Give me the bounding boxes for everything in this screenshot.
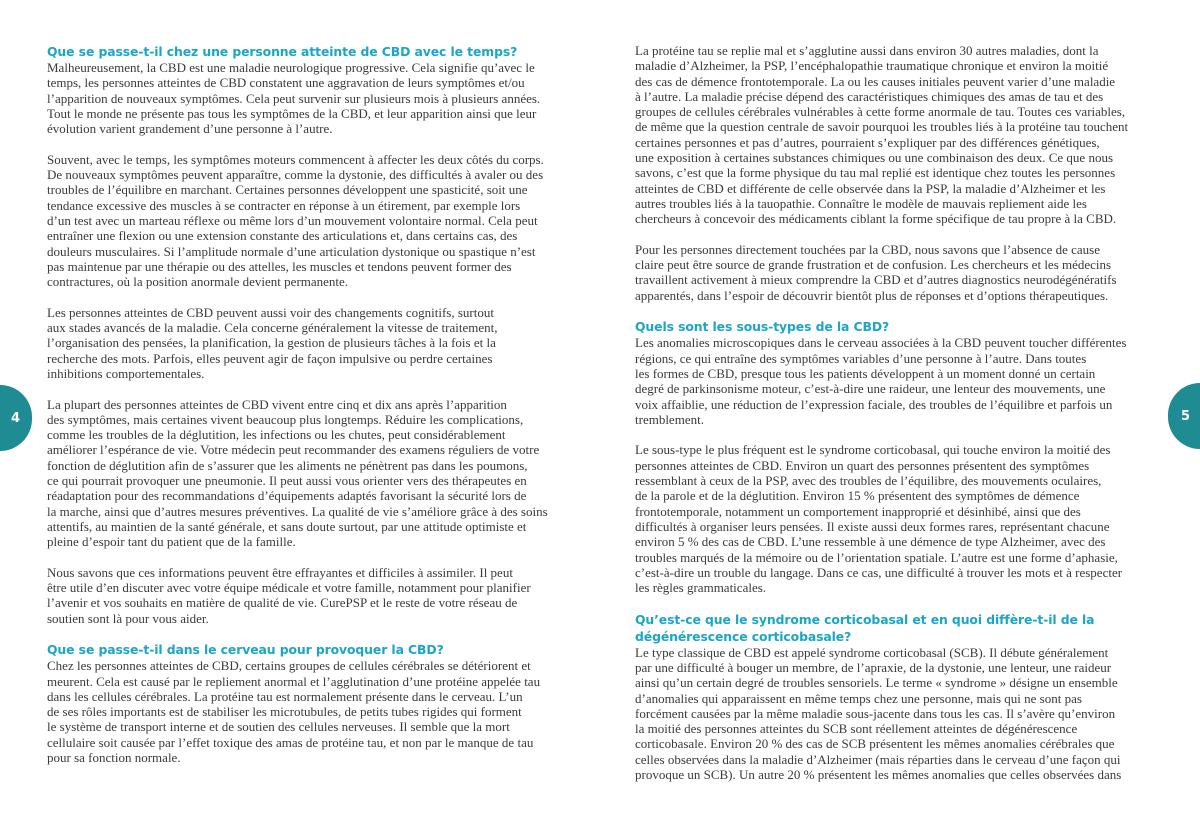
text-line: pleine d’espoir tant du patient que de la famille. <box>47 534 296 550</box>
text-line: personnes atteintes de CBD. Environ un quart des personnes présentent des symptômes <box>635 457 1090 473</box>
section-heading <box>635 318 1165 335</box>
text-line: d’un test avec un marteau réflexe ou même lors d’un mouvement volontaire normal. Cela peut <box>47 212 538 228</box>
text-line: environ 5 % des cas de CBD. L’une ressemble à une démence de type Alzheimer, avec des <box>635 534 1106 550</box>
text-line: frontotemporale, notamment un comportement inapproprié et désinhibé, ainsi que des <box>635 503 1081 519</box>
body-paragraph <box>47 658 577 765</box>
text-line: autres troubles liés à la tauopathie. Connaître le modèle de mauvais repliement aide les <box>635 195 1087 211</box>
text-line: dans les cellules cérébrales. La protéine tau est normalement présente dans le cerveau. L’un <box>47 688 523 704</box>
text-line: Qu’est-ce que le syndrome corticobasal et en quoi diffère-t-il de la <box>635 611 1095 627</box>
text-line: Malheureusement, la CBD est une maladie neurologique progressive. Cela signifie qu’avec le <box>47 60 535 75</box>
text-line: Nous savons que ces informations peuvent être effrayantes et difficiles à assimiler. Il peut <box>47 564 513 580</box>
text-line: l’organisation des pensées, la planification, la gestion de plusieurs tâches à la fois et la <box>47 335 496 351</box>
body-paragraph <box>47 565 577 626</box>
text-line: Le type classique de CBD est appelé syndrome corticobasal (SCB). Il débute généralement <box>635 644 1109 660</box>
body-paragraph <box>635 242 1165 303</box>
text-line: des symptômes, mais certaines vivent beaucoup plus longtemps. Réduire les complications, <box>47 411 524 427</box>
text-line: régions, ce qui entraîne des symptômes variables d’une personne à l’autre. Dans toutes <box>635 350 1087 366</box>
text-line: évolution varient grandement d’une personne à l’autre. <box>47 121 333 137</box>
body-paragraph <box>635 335 1165 427</box>
text-line: corticobasale. Environ 20 % des cas de SCB présentent les mêmes anomalies cérébrales que <box>635 736 1115 752</box>
text-line: provoque un SCB). Un autre 20 % présentent les mêmes anomalies que celles observées dans <box>635 767 1122 783</box>
text-line: le système de transport interne et de soutien des cellules nerveuses. Il semble que la mort <box>47 719 510 735</box>
text-line: difficultés à organiser leurs pensées. Il existe aussi deux formes rares, représentant chacune <box>635 518 1110 534</box>
text-line: les règles grammaticales. <box>635 580 767 596</box>
text-line: c’est-à-dire un trouble du langage. Dans ce cas, une difficulté à trouver les mots et à respecter <box>635 564 1123 580</box>
page-number-tab-left <box>0 385 32 451</box>
text-line: apparentés, dans l’espoir de découvrir bientôt plus de réponses et d’options thérapeutiques. <box>635 287 1109 303</box>
text-line: inhibitions comportementales. <box>47 365 205 381</box>
text-line: troubles marqués de la mémoire ou de l’orientation spatiale. L’autre est une forme d’aphasie, <box>635 549 1118 565</box>
text-line: savons, c’est que la forme physique du tau mal replié est identique chez toutes les personnes <box>635 165 1116 181</box>
text-line: La protéine tau se replie mal et s’agglutine aussi dans environ 30 autres maladies, dont la <box>635 43 1099 58</box>
text-line: pas maintenue par une thérapie ou des attelles, les muscles et tendons peuvent former des <box>47 258 512 274</box>
text-line: La plupart des personnes atteintes de CBD vivent entre cinq et dix ans après l’apparition <box>47 396 507 412</box>
body-paragraph <box>47 60 577 136</box>
text-line: Tout le monde ne présente pas tous les symptômes de la CBD, et leur apparition ainsi que leur <box>47 105 537 121</box>
text-line: améliorer l’espérance de vie. Votre médecin peut recommander des examens réguliers de votre <box>47 442 540 458</box>
body-paragraph <box>635 442 1165 595</box>
body-paragraph <box>635 645 1165 783</box>
left-page-column <box>47 43 577 781</box>
text-line: Que se passe-t-il chez une personne atteinte de CBD avec le temps? <box>47 44 518 59</box>
text-line: à l’autre. La maladie précise dépend des caractéristiques chimiques des amas de tau et des <box>635 88 1104 104</box>
text-line: Quels sont les sous-types de la CBD? <box>635 319 890 335</box>
text-line: De nouveaux symptômes peuvent apparaître, comme la dystonie, des difficultés à avaler ou des <box>47 167 544 183</box>
text-line: soutien sont là pour vous aider. <box>47 610 209 626</box>
text-line: pour sa fonction normale. <box>47 750 181 766</box>
text-line: la marche, ainsi que d’autres mesures préventives. La qualité de vie s’améliore grâce à des soins <box>47 503 548 519</box>
page-number: 5 <box>1180 408 1190 424</box>
text-line: l’apparition de nouveaux symptômes. Cela peut survenir sur plusieurs mois à plusieurs années. <box>47 90 541 106</box>
text-line: ainsi qu’un certain degré de troubles sensoriels. Le terme « syndrome » désigne un ensemble <box>635 675 1118 691</box>
text-line: forcément causées par la même maladie sous-jacente dans tous les cas. Il s’avère qu’environ <box>635 705 1116 721</box>
section-heading <box>635 611 1165 645</box>
text-line: dégénérescence corticobasale? <box>635 628 852 644</box>
text-line: ce qui pourrait provoquer une pneumonie. Il peut aussi vous orienter vers des thérapeutes en <box>47 473 527 489</box>
text-line: de la parole et de la déglutition. Environ 15 % présentent des symptômes de démence <box>635 488 1080 504</box>
text-line: ressemblant à ceux de la PSP, avec des troubles de l’équilibre, des mouvements oculaires, <box>635 473 1102 489</box>
text-line: douleurs musculaires. Si l’amplitude normale d’une articulation dystonique ou spastique n’est <box>47 243 536 259</box>
text-line: chercheurs à concevoir des médicaments ciblant la forme spécifique de tau propre à la CBD. <box>635 211 1117 227</box>
text-line: être utile d’en discuter avec votre équipe médicale et votre famille, notamment pour planifier <box>47 580 531 596</box>
text-line: entraîner une flexion ou une extension constante des articulations et, dans certains cas, des <box>47 228 518 244</box>
text-line: aux stades avancés de la maladie. Cela concerne généralement la vitesse de traitement, <box>47 320 498 336</box>
text-line: attentifs, au maintien de la santé générale, et sans doute surtout, par une attitude optimiste et <box>47 518 527 534</box>
text-line: tremblement. <box>635 411 704 427</box>
text-line: de ses rôles importants est de stabiliser les microtubules, de petits tubes rigides qui forment <box>47 704 522 720</box>
text-line: groupes de cellules cérébrales vulnérables à cette forme anormale de tau. Toutes ces variables, <box>635 104 1126 120</box>
text-line: celles observées dans la maladie d’Alzheimer (mais réparties dans le cerveau d’une façon qui <box>635 751 1121 767</box>
text-line: d’anomalies qui apparaissent en même temps chez une personne, mais qui ne sont pas <box>635 690 1082 706</box>
text-line: contractures, où la position anormale devient permanente. <box>47 274 349 290</box>
text-line: Souvent, avec le temps, les symptômes moteurs commencent à affecter les deux côtés du corps. <box>47 151 544 167</box>
section-heading <box>47 641 577 658</box>
text-line: les formes de CBD, presque tous les patients développent à un moment donné un certain <box>635 365 1096 381</box>
text-line: l’avenir et vos souhaits en matière de qualité de vie. CurePSP et le reste de votre réseau de <box>47 595 518 611</box>
text-line: de même que la question centrale de savoir pourquoi les troubles liés à la protéine tau touchent <box>635 119 1129 135</box>
text-line: certaines personnes et pas d’autres, pourraient s’expliquer par des différences génétiques, <box>635 134 1100 150</box>
text-line: Les personnes atteintes de CBD peuvent aussi voir des changements cognitifs, surtout <box>47 304 494 320</box>
body-paragraph <box>47 397 577 550</box>
text-line: Le sous-type le plus fréquent est le syndrome corticobasal, qui touche environ la moitié des <box>635 442 1111 458</box>
text-line: recherche des mots. Parfois, elles peuvent agir de façon impulsive ou perdre certaines <box>47 350 493 366</box>
text-line: cellulaire soit causée par l’effet toxique des amas de protéine tau, et non par le manque de tau <box>47 734 534 750</box>
text-line: la moitié des personnes atteintes du SCB sont réellement atteintes de dégénérescence <box>635 721 1078 737</box>
body-paragraph <box>47 305 577 381</box>
text-line: par une difficulté à bouger un membre, de l’apraxie, de la dystonie, une lenteur, une raideur <box>635 659 1112 675</box>
text-line: claire peut être source de grande frustration et de confusion. Les chercheurs et les médecins <box>635 257 1112 273</box>
page-number: 4 <box>11 410 21 426</box>
text-line: Que se passe-t-il dans le cerveau pour provoquer la CBD? <box>47 642 444 658</box>
text-line: travaillent activement à mieux comprendre la CBD et d’autres diagnostics neurodégénératifs <box>635 272 1117 288</box>
text-line: degré de parkinsonisme moteur, c’est-à-dire une raideur, une lenteur des mouvements, une <box>635 381 1106 397</box>
text-line: comme les troubles de la déglutition, les infections ou les chutes, peut considérablement <box>47 427 506 443</box>
text-line: Les anomalies microscopiques dans le cerveau associées à la CBD peuvent toucher différentes <box>635 335 1127 351</box>
text-line: Pour les personnes directement touchées par la CBD, nous savons que l’absence de cause <box>635 241 1100 257</box>
text-line: Chez les personnes atteintes de CBD, certains groupes de cellules cérébrales se détériorent et <box>47 658 531 674</box>
text-line: tendance excessive des muscles à se contracter en réponse à un étirement, par exemple lors <box>47 197 521 213</box>
text-line: atteintes de CBD et différente de celle observée dans la PSP, la maladie d’Alzheimer et les <box>635 180 1106 196</box>
page-number-tab-right <box>1168 383 1200 449</box>
text-line: temps, les personnes atteintes de CBD constatent une aggravation de leurs symptômes et/ou <box>47 75 525 91</box>
text-line: troubles de l’équilibre en marchant. Certaines personnes développent une spasticité, soit une <box>47 182 528 198</box>
text-line: une exposition à certaines substances chimiques ou une combinaison des deux. Ce que nous <box>635 150 1114 166</box>
body-paragraph <box>47 152 577 290</box>
text-line: fonction de déglutition afin de s’assurer que les aliments ne pénètrent pas dans les poumons, <box>47 457 528 473</box>
right-page-column <box>635 43 1165 798</box>
body-paragraph <box>635 43 1165 227</box>
text-line: réadaptation pour des recommandations d’équipements adaptés favorisant la sécurité lors de <box>47 488 527 504</box>
text-line: voix affaiblie, une réduction de l’expression faciale, des troubles de l’équilibre et parfois un <box>635 396 1113 412</box>
section-heading <box>47 43 577 60</box>
text-line: des cas de démence frontotemporale. La ou les causes initiales peuvent varier d’une maladie <box>635 73 1116 89</box>
text-line: meurent. Cela est causé par le repliement anormal et l’agglutination d’une protéine appelée tau <box>47 673 541 689</box>
text-line: maladie d’Alzheimer, la PSP, l’encéphalopathie traumatique chronique et environ la moitié <box>635 58 1109 74</box>
